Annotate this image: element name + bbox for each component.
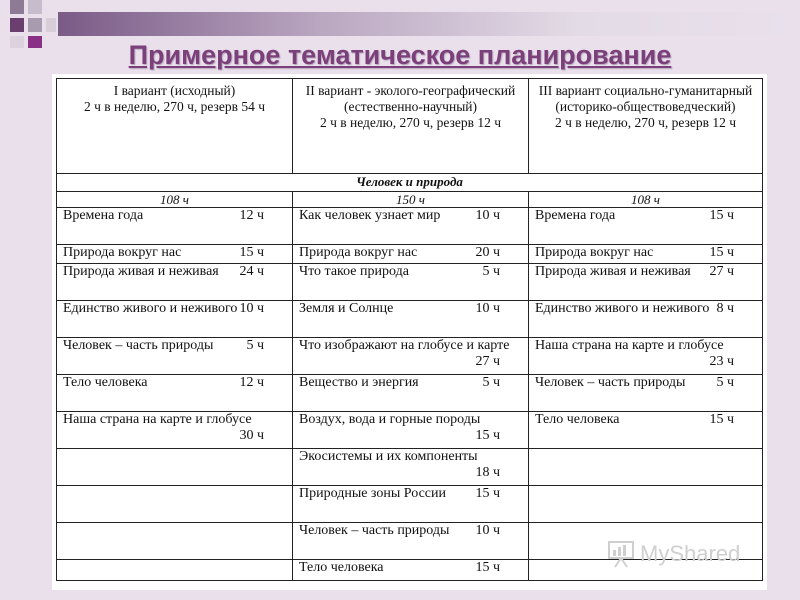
topic-name: Единство живого и неживого xyxy=(63,301,238,316)
table-row xyxy=(57,264,763,301)
table-cell xyxy=(529,264,763,301)
topic-name: Природа живая и неживая xyxy=(535,264,691,279)
topic-hours: 12 ч xyxy=(239,375,264,390)
total-hours: 108 ч xyxy=(529,192,763,208)
table-row xyxy=(57,245,763,264)
topic-name: Что такое природа xyxy=(299,264,409,279)
slide-title: Примерное тематическое планирование xyxy=(128,40,672,70)
document-sheet xyxy=(52,74,767,590)
topic-hours: 10 ч xyxy=(239,301,264,316)
table-cell xyxy=(57,338,293,375)
topic-name: Наша страна на карте и глобусе xyxy=(535,338,724,353)
table-cell xyxy=(293,523,529,560)
table-cell xyxy=(529,245,763,264)
column-header: I вариант (исходный) 2 ч в неделю, 270 ч, резерв 54 ч xyxy=(57,79,293,174)
table-cell xyxy=(57,412,293,449)
table-row xyxy=(57,486,763,523)
topic-hours: 15 ч xyxy=(709,208,734,223)
column-header: II вариант - эколого-географический (естественно-научный) 2 ч в неделю, 270 ч, резерв 12 ч xyxy=(293,79,529,174)
table-cell xyxy=(57,375,293,412)
topic-hours: 15 ч xyxy=(239,245,264,260)
topic-name: Человек – часть природы xyxy=(535,375,686,390)
topic-hours: 10 ч xyxy=(475,208,500,223)
table-cell xyxy=(293,301,529,338)
table-cell xyxy=(57,245,293,264)
table-row xyxy=(57,338,763,375)
decor-square xyxy=(10,0,24,14)
table-cell xyxy=(57,486,293,523)
topic-hours: 5 ч xyxy=(716,375,734,390)
topic-hours: 10 ч xyxy=(475,523,500,538)
topic-hours: 5 ч xyxy=(482,375,500,390)
topic-name: Что изображают на глобусе и карте xyxy=(299,338,510,353)
topic-hours: 27 ч xyxy=(475,354,500,369)
table-cell xyxy=(293,264,529,301)
topic-hours: 15 ч xyxy=(709,245,734,260)
topic-name: Тело человека xyxy=(535,412,620,427)
table-cell xyxy=(529,412,763,449)
table-cell xyxy=(57,449,293,486)
table-row xyxy=(57,449,763,486)
table-cell xyxy=(293,560,529,581)
topic-hours: 23 ч xyxy=(709,354,734,369)
table-cell xyxy=(529,486,763,523)
table-row xyxy=(57,375,763,412)
topic-hours: 15 ч xyxy=(709,412,734,427)
topic-name: Вещество и энергия xyxy=(299,375,419,390)
topic-name: Природа вокруг нас xyxy=(535,245,654,260)
topic-name: Природа вокруг нас xyxy=(63,245,182,260)
table-cell xyxy=(293,338,529,375)
planning-table xyxy=(56,78,763,581)
column-header: III вариант социально-гуманитарный (историко-обществоведческий) 2 ч в неделю, 270 ч, резерв 12 ч xyxy=(529,79,763,174)
watermark-text: MyShared xyxy=(640,541,741,566)
topic-name: Природные зоны России xyxy=(299,486,446,501)
topic-hours: 10 ч xyxy=(475,301,500,316)
topic-hours: 20 ч xyxy=(475,245,500,260)
table-cell xyxy=(293,245,529,264)
header-gradient-bar xyxy=(58,12,800,36)
table-cell xyxy=(529,338,763,375)
topic-name: Природа вокруг нас xyxy=(299,245,418,260)
topic-name: Экосистемы и их компоненты xyxy=(299,449,478,464)
topic-hours: 27 ч xyxy=(709,264,734,279)
table-cell xyxy=(57,264,293,301)
decor-square xyxy=(28,0,42,14)
topic-name: Воздух, вода и горные породы xyxy=(299,412,481,427)
topic-name: Человек – часть природы xyxy=(299,523,450,538)
topic-hours: 30 ч xyxy=(239,428,264,443)
topic-hours: 18 ч xyxy=(475,465,500,480)
topic-name: Земля и Солнце xyxy=(299,301,394,316)
table-cell xyxy=(529,375,763,412)
topic-name: Времена года xyxy=(535,208,616,223)
topic-name: Человек – часть природы xyxy=(63,338,214,353)
decor-square xyxy=(46,18,56,32)
table-cell xyxy=(57,523,293,560)
topic-name: Тело человека xyxy=(63,375,148,390)
table-cell xyxy=(293,412,529,449)
topic-name: Наша страна на карте и глобусе xyxy=(63,412,252,427)
table-cell xyxy=(57,560,293,581)
topic-hours: 15 ч xyxy=(475,428,500,443)
topic-hours: 12 ч xyxy=(239,208,264,223)
table-cell xyxy=(529,449,763,486)
topic-name: Природа живая и неживая xyxy=(63,264,219,279)
table-row xyxy=(57,301,763,338)
table-cell xyxy=(293,208,529,245)
topic-hours: 8 ч xyxy=(716,301,734,316)
total-hours: 108 ч xyxy=(57,192,293,208)
table-cell xyxy=(293,375,529,412)
topic-name: Как человек узнает мир xyxy=(299,208,441,223)
presentation-icon xyxy=(606,539,636,569)
table-cell xyxy=(293,449,529,486)
table-cell xyxy=(529,301,763,338)
decor-square xyxy=(28,18,42,32)
topic-hours: 5 ч xyxy=(246,338,264,353)
topic-name: Времена года xyxy=(63,208,144,223)
watermark xyxy=(606,536,766,572)
decor-square xyxy=(10,18,24,32)
topic-hours: 15 ч xyxy=(475,560,500,575)
table-cell xyxy=(57,301,293,338)
topic-hours: 15 ч xyxy=(475,486,500,501)
topic-hours: 24 ч xyxy=(239,264,264,279)
total-hours: 150 ч xyxy=(293,192,529,208)
topic-hours: 5 ч xyxy=(482,264,500,279)
table-cell xyxy=(529,208,763,245)
topic-name: Тело человека xyxy=(299,560,384,575)
table-cell xyxy=(293,486,529,523)
section-title: Человек и природа xyxy=(57,174,763,192)
topic-name: Единство живого и неживого xyxy=(535,301,710,316)
table-row xyxy=(57,208,763,245)
table-row xyxy=(57,412,763,449)
table-cell xyxy=(57,208,293,245)
